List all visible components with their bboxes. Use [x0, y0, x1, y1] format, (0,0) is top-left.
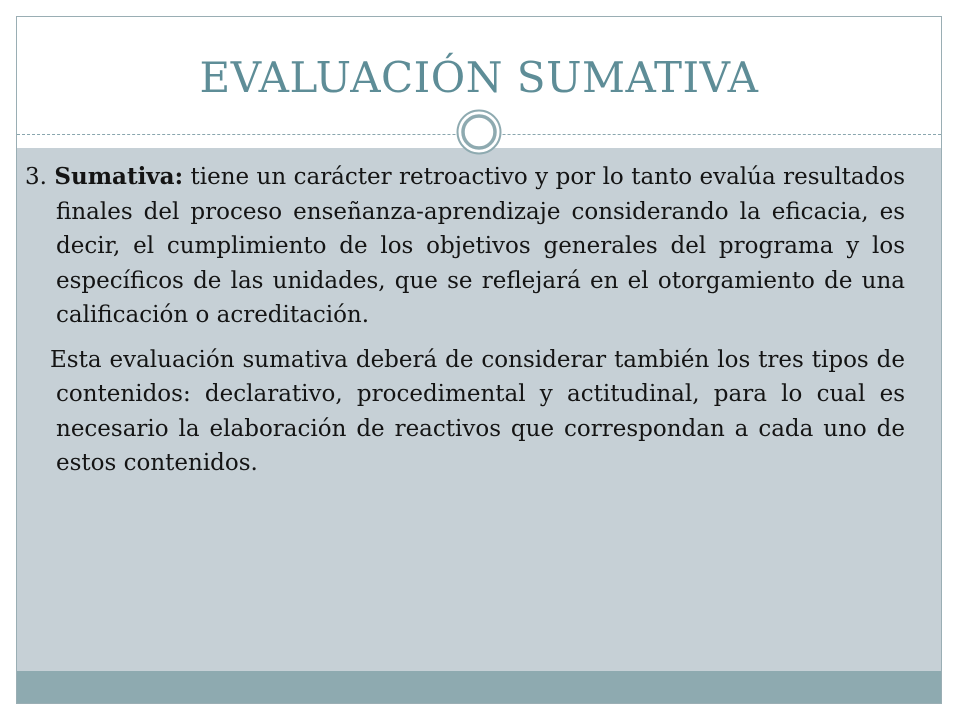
- paragraph-2-text: Esta evaluación sumativa deberá de considerar también los tres tipos de contenidos: declarativo, procedimental y actitudinal, para lo cual es necesario la elaboración de reactivos que correspondan a cada uno de estos contenidos.: [50, 346, 905, 476]
- paragraph-1: [25, 160, 905, 333]
- item-number: 3.: [25, 164, 47, 190]
- ring-ornament-icon: [456, 109, 502, 155]
- footer-band: [17, 671, 941, 704]
- paragraph-2: [25, 343, 905, 481]
- slide-title: EVALUACIÓN SUMATIVA: [199, 53, 759, 102]
- term-sumativa: Sumativa:: [54, 163, 184, 190]
- paragraph-1-text: tiene un carácter retroactivo y por lo tanto evalúa resultados finales del proceso enseñanza-aprendizaje considerando la eficacia, es decir, el cumplimiento de los objetivos generales del programa y los específicos de las unidades, que se reflejará en el otorgamiento de una calificación o acreditación.: [56, 164, 905, 328]
- slide-body: [25, 160, 905, 481]
